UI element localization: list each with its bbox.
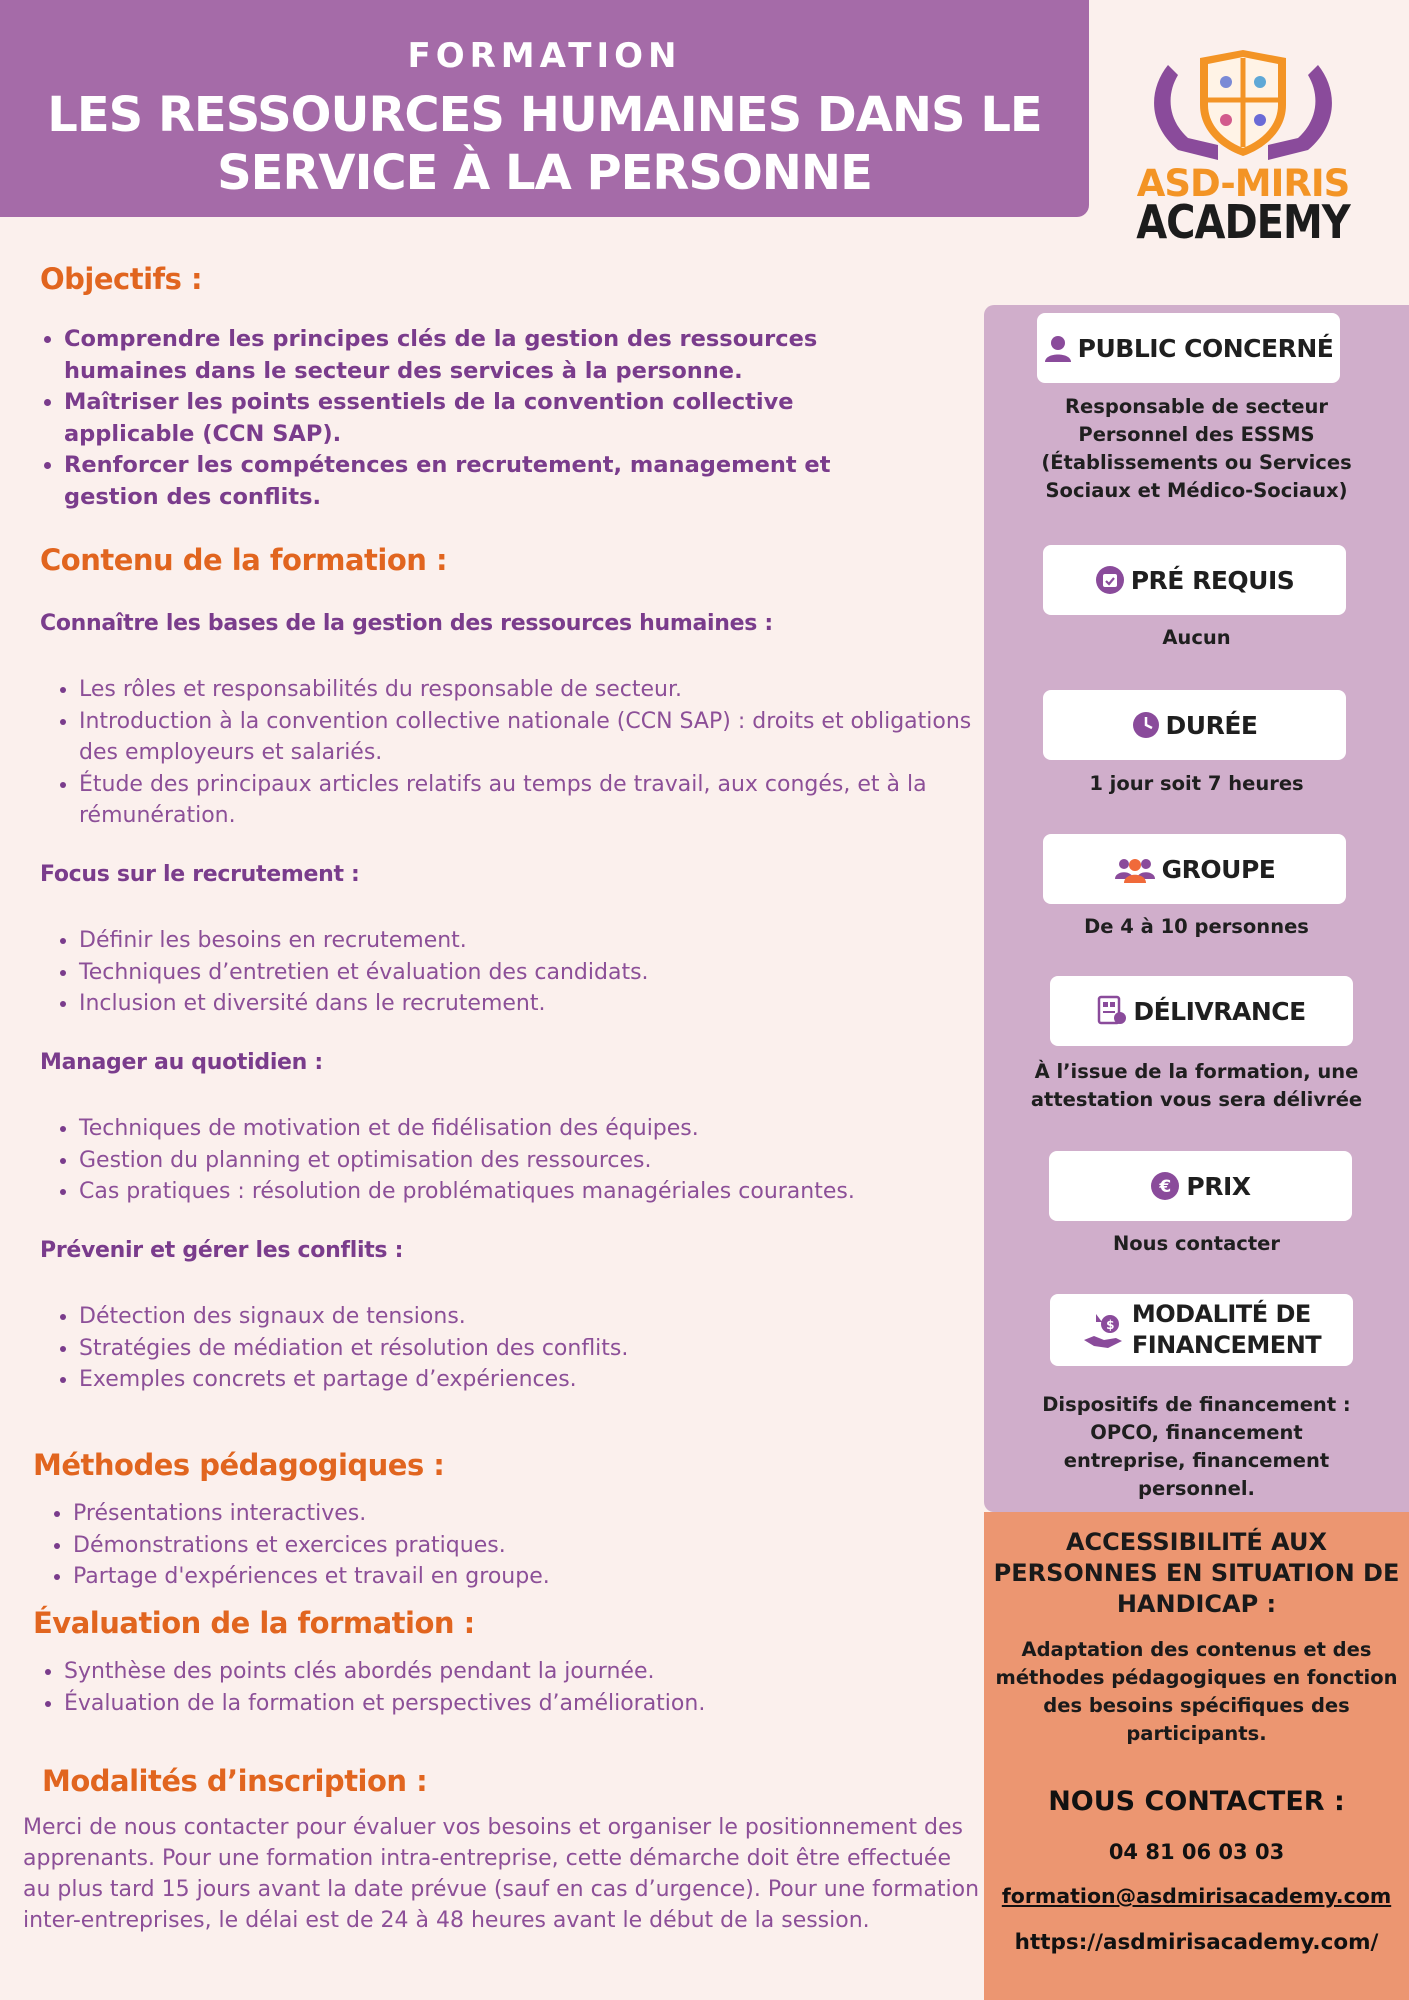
- list-item: • Démonstrations et exercices pratiques.: [73, 1530, 973, 1562]
- calendar-check-icon: [1095, 565, 1125, 595]
- methodes-heading: Méthodes pédagogiques :: [33, 1448, 445, 1482]
- logo-sub: ACADEMY: [1136, 196, 1350, 250]
- section-list: [41, 1113, 999, 1208]
- financement-text: [984, 1391, 1409, 1503]
- section-title: Focus sur le recrutement :: [40, 862, 360, 887]
- text-line: des besoins spécifiques des: [1043, 1694, 1350, 1717]
- section-title: Connaître les bases de la gestion des ressources humaines :: [40, 611, 773, 636]
- duree-text: 1 jour soit 7 heures: [1089, 772, 1304, 795]
- text-line: Sociaux et Médico-Sociaux): [1045, 479, 1348, 502]
- text-line: À l’issue de la formation, une: [1034, 1060, 1359, 1083]
- contact-email-link[interactable]: formation@asdmirisacademy.com: [1001, 1884, 1392, 1908]
- prerequis-pill: [1043, 545, 1346, 615]
- accessibility-contact-panel: [984, 1512, 1409, 2000]
- title-line: ACCESSIBILITÉ AUX: [1065, 1528, 1327, 1556]
- evaluation-list: [26, 1656, 964, 1719]
- inscription-text: Merci de nous contacter pour évaluer vos besoins et organiser le positionnement des apprenants. Pour une formation intra-entreprise, cette démarche doit être effectuée au plus tard 15 jours avant la date prévue (sauf en cas d’urgence). Pour une formation inter-entreprises, le délai est de 24 à 48 heures avant le début de la session.: [23, 1815, 980, 1933]
- prix-text: Nous contacter: [1112, 1232, 1281, 1255]
- list-item: • Introduction à la convention collective nationale (CCN SAP) : droits et obligations des employeurs et salariés.: [79, 706, 979, 769]
- text-line: Responsable de secteur: [1065, 395, 1328, 418]
- objectifs-heading: Objectifs :: [40, 262, 203, 296]
- list-item: • Cas pratiques : résolution de problématiques managériales courantes.: [79, 1176, 999, 1208]
- list-item: • Techniques d’entretien et évaluation des candidats.: [79, 957, 979, 989]
- contact-heading: NOUS CONTACTER :: [1048, 1786, 1345, 1817]
- text-line: entreprise, financement: [1063, 1449, 1330, 1472]
- text-line: personnel.: [1138, 1477, 1255, 1500]
- section-list: [41, 925, 979, 1020]
- title-line-1: LES RESSOURCES HUMAINES DANS LE: [47, 87, 1042, 143]
- groupe-text: De 4 à 10 personnes: [1084, 915, 1309, 938]
- academy-logo: [1128, 50, 1358, 250]
- financement-label: [1132, 1299, 1321, 1361]
- clock-icon: [1132, 711, 1160, 739]
- list-item: • Les rôles et responsabilités du responsable de secteur.: [79, 674, 979, 706]
- section-title: Prévenir et gérer les conflits :: [40, 1238, 404, 1263]
- title-line: HANDICAP :: [1116, 1590, 1277, 1618]
- list-item: • Exemples concrets et partage d’expériences.: [79, 1364, 979, 1396]
- section-list: [41, 674, 979, 832]
- money-hand-icon: [1082, 1310, 1126, 1350]
- accessibility-title: [984, 1527, 1409, 1620]
- delivrance-text: [984, 1058, 1409, 1114]
- prix-pill: [1049, 1151, 1352, 1221]
- text-line: OPCO, financement: [1090, 1421, 1303, 1444]
- public-text: [984, 393, 1409, 505]
- prix-label: PRIX: [1186, 1171, 1251, 1201]
- prerequis-text: Aucun: [1162, 626, 1231, 649]
- website-link[interactable]: https://asdmirisacademy.com/: [1014, 1930, 1379, 1955]
- text-line: Adaptation des contenus et des: [1021, 1638, 1372, 1661]
- section-title: Manager au quotidien :: [40, 1050, 323, 1075]
- text-line: (Établissements ou Services: [1041, 451, 1352, 474]
- list-item: • Évaluation de la formation et perspectives d’amélioration.: [64, 1688, 964, 1720]
- public-label: PUBLIC CONCERNÉ: [1077, 333, 1334, 363]
- group-icon: [1114, 855, 1156, 883]
- svg-text:€: €: [1159, 1177, 1172, 1197]
- list-item: • Stratégies de médiation et résolution des conflits.: [79, 1333, 979, 1365]
- text-line: participants.: [1126, 1722, 1267, 1745]
- section-list: [41, 1301, 979, 1396]
- accessibility-text: [984, 1636, 1409, 1748]
- duree-pill: [1043, 690, 1346, 760]
- list-item: • Techniques de motivation et de fidélisation des équipes.: [79, 1113, 999, 1145]
- delivrance-pill: [1050, 976, 1353, 1046]
- methodes-list: [35, 1498, 973, 1593]
- delivrance-label: DÉLIVRANCE: [1133, 996, 1306, 1026]
- list-item: • Maîtriser les points essentiels de la convention collective applicable (CCN SAP).: [64, 387, 924, 450]
- text-line: méthodes pédagogiques en fonction: [995, 1666, 1398, 1689]
- text-line: Personnel des ESSMS: [1078, 423, 1315, 446]
- label-line: FINANCEMENT: [1131, 1331, 1322, 1359]
- title-line-2: SERVICE À LA PERSONNE: [217, 145, 872, 201]
- header-kicker: FORMATION: [407, 36, 682, 76]
- svg-text:$: $: [1105, 1318, 1114, 1332]
- text-line: Dispositifs de financement :: [1042, 1393, 1351, 1416]
- list-item: • Détection des signaux de tensions.: [79, 1301, 979, 1333]
- contenu-heading: Contenu de la formation :: [40, 543, 448, 577]
- page-title: [0, 86, 1089, 202]
- title-line: PERSONNES EN SITUATION DE: [993, 1559, 1400, 1587]
- list-item: • Étude des principaux articles relatifs au temps de travail, aux congés, et à la rémunération.: [79, 769, 979, 832]
- inscription-heading: Modalités d’inscription :: [42, 1764, 428, 1798]
- list-item: • Présentations interactives.: [73, 1498, 973, 1530]
- logo-brand: ASD-MIRIS: [1136, 162, 1350, 205]
- user-icon: [1044, 334, 1072, 362]
- label-line: MODALITÉ DE: [1131, 1300, 1311, 1328]
- list-item: • Renforcer les compétences en recrutement, management et gestion des conflits.: [64, 450, 924, 513]
- prerequis-label: PRÉ REQUIS: [1130, 565, 1295, 595]
- groupe-label: GROUPE: [1161, 854, 1276, 884]
- text-line: attestation vous sera délivrée: [1030, 1088, 1363, 1111]
- list-item: • Définir les besoins en recrutement.: [79, 925, 979, 957]
- list-item: • Partage d'expériences et travail en groupe.: [73, 1561, 973, 1593]
- duree-label: DURÉE: [1165, 710, 1258, 740]
- certificate-icon: [1097, 995, 1127, 1027]
- objectifs-list: [26, 324, 924, 513]
- list-item: • Synthèse des points clés abordés pendant la journée.: [64, 1656, 964, 1688]
- contact-phone[interactable]: 04 81 06 03 03: [1108, 1840, 1285, 1864]
- shield-logo-icon: [1138, 50, 1348, 165]
- list-item: • Comprendre les principes clés de la gestion des ressources humaines dans le secteur des services à la personne.: [64, 324, 924, 387]
- public-pill: [1037, 313, 1340, 383]
- euro-icon: [1150, 1171, 1180, 1201]
- evaluation-heading: Évaluation de la formation :: [33, 1606, 475, 1640]
- groupe-pill: [1043, 834, 1346, 904]
- list-item: • Inclusion et diversité dans le recrutement.: [79, 988, 979, 1020]
- financement-pill: [1050, 1294, 1353, 1366]
- header-banner: [0, 0, 1089, 217]
- list-item: • Gestion du planning et optimisation des ressources.: [79, 1145, 999, 1177]
